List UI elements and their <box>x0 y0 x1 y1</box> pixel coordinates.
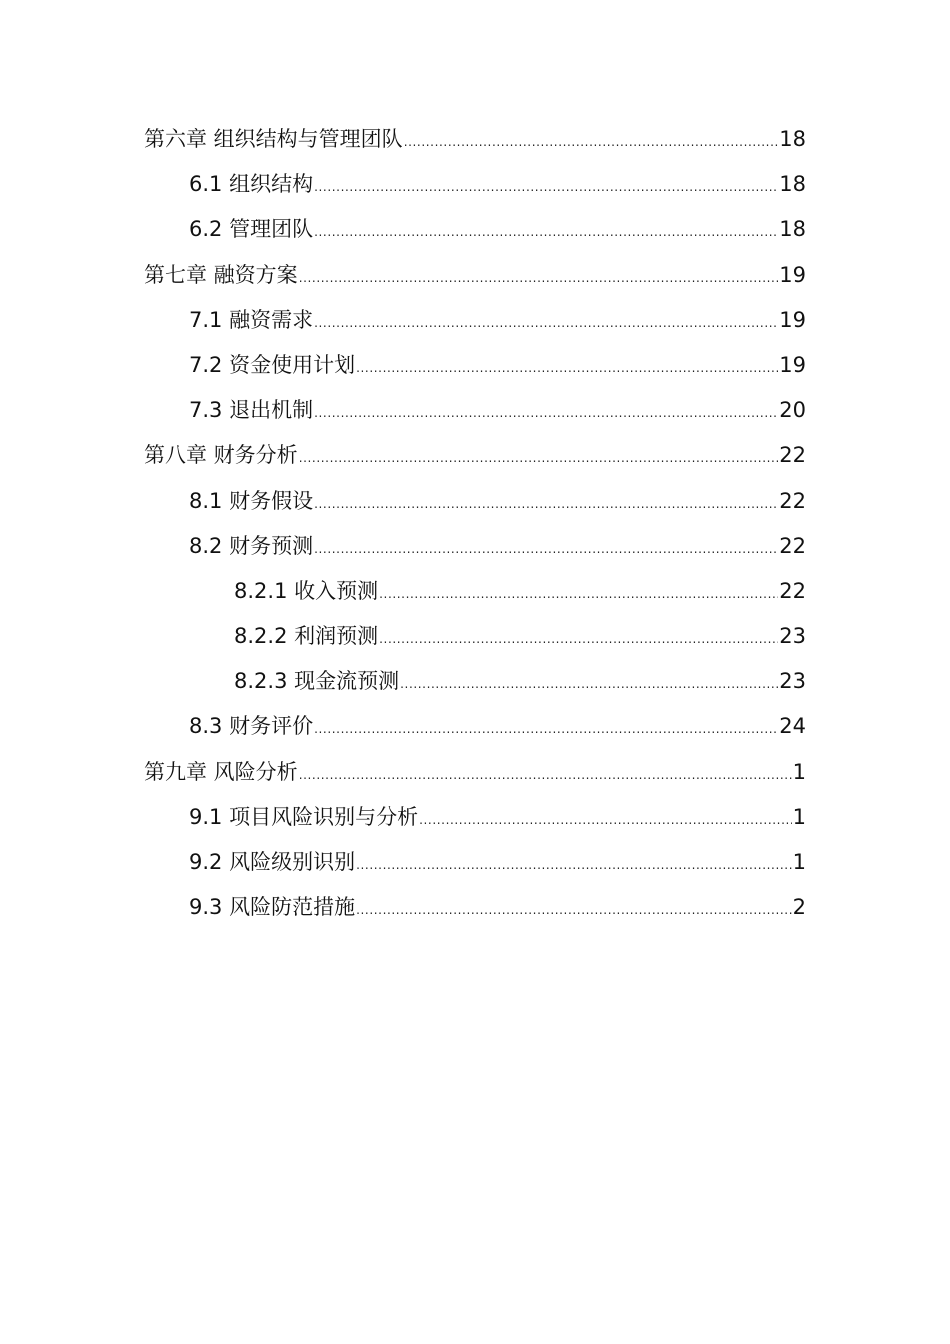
toc-entry-8-3[interactable] <box>0 704 806 749</box>
dot-leader <box>314 482 778 527</box>
dot-leader <box>314 301 778 346</box>
toc-page-number: 1 <box>792 759 806 784</box>
toc-page-number: 19 <box>779 352 806 377</box>
dot-leader <box>379 572 778 617</box>
dot-leader <box>356 888 792 933</box>
toc-entry-label: 8.1 财务假设 <box>189 488 314 513</box>
toc-page-number: 2 <box>792 895 806 920</box>
toc-page-number: 20 <box>779 398 806 423</box>
toc-entry-label: 第七章 融资方案 <box>144 262 298 287</box>
toc-entry-6-1[interactable] <box>0 162 806 207</box>
toc-entry-label: 8.2.1 收入预测 <box>234 578 379 603</box>
toc-entry-label: 第八章 财务分析 <box>144 443 298 468</box>
toc-entry-label: 8.2 财务预测 <box>189 533 314 558</box>
toc-page-number: 22 <box>779 578 806 603</box>
dot-leader <box>379 617 778 662</box>
toc-entry-7-2[interactable] <box>0 343 806 388</box>
toc-entry-label: 8.2.2 利润预测 <box>234 624 379 649</box>
toc-entry-label: 8.2.3 现金流预测 <box>234 669 400 694</box>
toc-page-number: 23 <box>779 624 806 649</box>
toc-entry-8-2-1[interactable] <box>0 569 806 614</box>
toc-entry-8-2[interactable] <box>0 524 806 569</box>
toc-entry-label: 9.3 风险防范措施 <box>189 895 356 920</box>
dot-leader <box>400 662 778 707</box>
table-of-contents <box>0 117 950 930</box>
toc-entry-9-2[interactable] <box>0 840 806 885</box>
toc-entry-label: 7.2 资金使用计划 <box>189 352 356 377</box>
toc-entry-label: 8.3 财务评价 <box>189 714 314 739</box>
toc-page-number: 19 <box>779 262 806 287</box>
dot-leader <box>314 391 778 436</box>
toc-entry-label: 第六章 组织结构与管理团队 <box>144 127 403 151</box>
dot-leader <box>404 120 779 165</box>
toc-entry-9-3[interactable] <box>0 885 806 930</box>
toc-entry-8-2-2[interactable] <box>0 614 806 659</box>
toc-entry-label: 7.3 退出机制 <box>189 398 314 423</box>
toc-entry-chapter-7[interactable] <box>0 253 806 298</box>
dot-leader <box>299 753 792 798</box>
toc-entry-label: 6.2 管理团队 <box>189 217 314 242</box>
toc-entry-chapter-8[interactable] <box>0 433 806 478</box>
toc-entry-6-2[interactable] <box>0 207 806 252</box>
toc-entry-8-1[interactable] <box>0 479 806 524</box>
dot-leader <box>314 165 778 210</box>
toc-entry-chapter-6[interactable] <box>0 117 806 162</box>
dot-leader <box>356 843 792 888</box>
dot-leader <box>299 436 779 481</box>
toc-page-number: 18 <box>779 172 806 197</box>
toc-page-number: 1 <box>792 804 806 829</box>
toc-page-number: 1 <box>792 850 806 874</box>
toc-entry-label: 第九章 风险分析 <box>144 759 298 784</box>
toc-page-number: 22 <box>779 443 806 468</box>
toc-entry-9-1[interactable] <box>0 795 806 840</box>
toc-page-number: 22 <box>779 533 806 558</box>
toc-page-number: 18 <box>779 217 806 242</box>
toc-entry-label: 9.2 风险级别识别 <box>189 850 356 874</box>
dot-leader <box>419 798 792 843</box>
dot-leader <box>356 346 778 391</box>
dot-leader <box>314 707 778 752</box>
toc-page-number: 23 <box>779 669 806 694</box>
toc-entry-label: 9.1 项目风险识别与分析 <box>189 804 419 829</box>
toc-page-number: 19 <box>779 307 806 332</box>
toc-page-number: 24 <box>779 714 806 739</box>
dot-leader <box>314 210 778 255</box>
toc-entry-7-3[interactable] <box>0 388 806 433</box>
toc-page-number: 18 <box>779 127 806 151</box>
dot-leader <box>299 256 779 301</box>
toc-entry-label: 6.1 组织结构 <box>189 172 314 197</box>
toc-entry-label: 7.1 融资需求 <box>189 307 314 332</box>
toc-entry-chapter-9[interactable] <box>0 750 806 795</box>
dot-leader <box>314 527 778 572</box>
toc-entry-7-1[interactable] <box>0 298 806 343</box>
toc-entry-8-2-3[interactable] <box>0 659 806 704</box>
toc-page-number: 22 <box>779 488 806 513</box>
